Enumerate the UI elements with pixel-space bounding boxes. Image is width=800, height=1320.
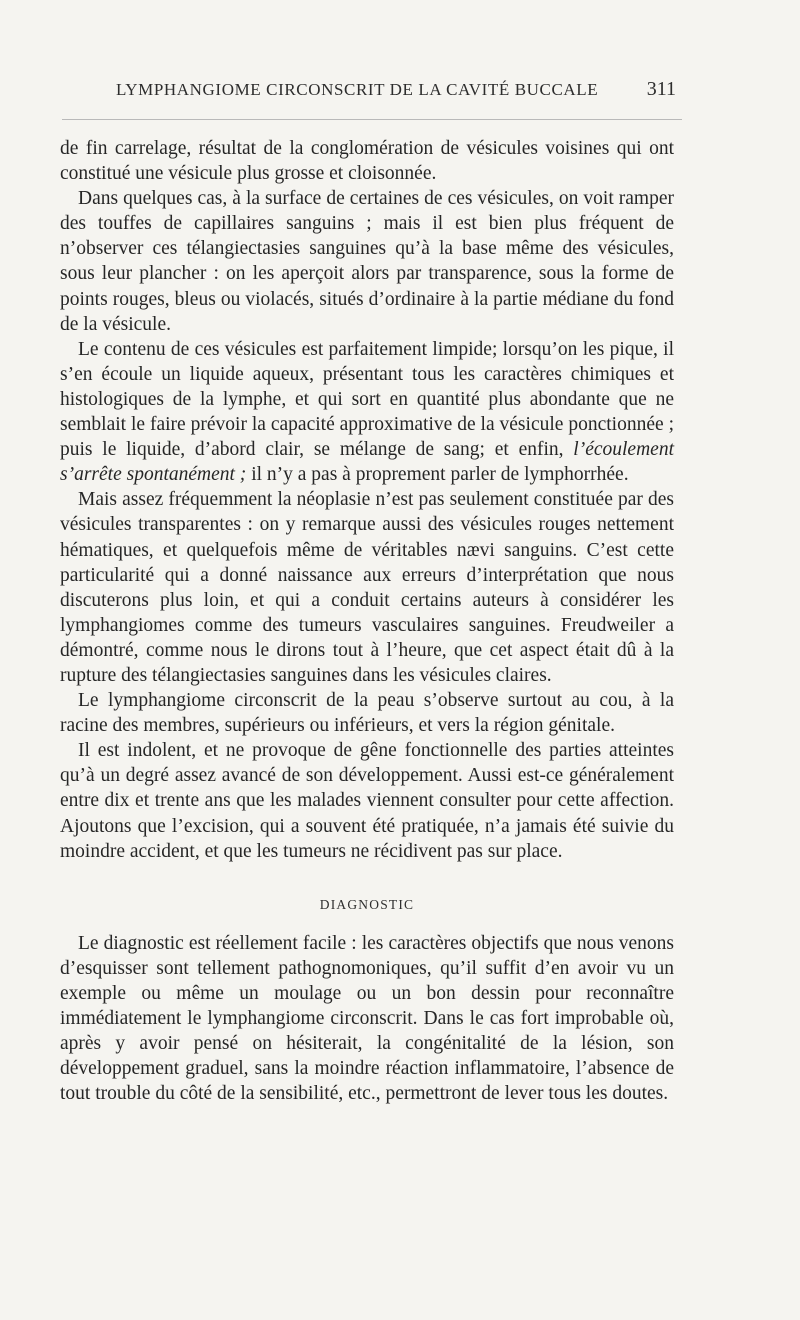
paragraph-1: de fin carrelage, résultat de la conglomération de vésicules voisines qui ont constitué une vésicule plus grosse et cloisonnée.	[60, 138, 674, 185]
paragraph-3-italic: l’écoulement s’arrête spontanément ;	[60, 439, 674, 486]
paragraph-4: Mais assez fréquemment la néoplasie n’est pas seulement constituée par des vésicules transparentes : on y remarque aussi des vésicules rouges nettement hématiques, et quelquefois même de véritables nævi sanguins. C’est cette particularité qui a donné naissance aux erreurs d’interprétation que nous discuterons plus loin, et qui a conduit certains auteurs à considérer les lymphangiomes comme des tumeurs vasculaires sanguines. Freudweiler a démontré, comme nous le dirons tout à l’heure, que cet aspect était dû à la rupture des télangiectasies sanguines dans les vésicules claires.	[60, 489, 674, 686]
section-title: DIAGNOSTIC	[319, 896, 415, 912]
page-number: 311	[646, 78, 676, 100]
paragraph-2: Dans quelques cas, à la surface de certaines de ces vésicules, on voit ramper des touffes de capillaires sanguins ; mais il est bien plus fréquent de n’observer ces télangiectasies sanguines qu’à la base même des vésicules, sous leur plancher : on les aperçoit alors par transparence, sous la forme de points rouges, bleus ou violacés, situés d’ordinaire à la partie médiane du fond de la vésicule.	[60, 188, 674, 335]
paragraph-3-text-start: Le contenu de ces vésicules est parfaitement limpide; lorsqu’on les pique, il s’en écoule un liquide aqueux, présentant tous les caractères chimiques et histologiques de la lymphe, et qui sort en quantité plus abondante que ne semblait le faire prévoir la capacité approximative de la vésicule ponctionnée ; puis le liquide, d’abord clair, se mélange de sang; et enfin,	[60, 338, 674, 461]
paragraph-3	[60, 337, 674, 488]
paragraph-5: Le lymphangiome circonscrit de la peau s’observe surtout au cou, à la racine des membres, supérieurs ou inférieurs, et vers la région génitale.	[60, 690, 674, 737]
page-header	[116, 78, 676, 110]
header-rule	[62, 119, 682, 120]
paragraph-6: Il est indolent, et ne provoque de gêne fonctionnelle des parties atteintes qu’à un degré assez avancé de son développement. Aussi est-ce généralement entre dix et trente ans que les malades viennent consulter pour cette affection. Ajoutons que l’excision, qui a souvent été pratiquée, n’a jamais été suivie du moindre accident, et que les tumeurs ne récidivent pas sur place.	[60, 740, 674, 862]
paragraph-3-text-end: il n’y a pas à proprement parler de lymphorrhée.	[251, 464, 629, 486]
main-text	[60, 136, 674, 1106]
paragraph-7: Le diagnostic est réellement facile : les caractères objectifs que nous venons d’esquisser sont tellement pathognomoniques, qu’il suffit d’en avoir vu un exemple ou même un moulage ou un bon dessin pour reconnaître immédiatement le lymphangiome circonscrit. Dans le cas fort improbable où, après y avoir pensé on hésiterait, la congénitalité de la lésion, son développement graduel, sans la moindre réaction inflammatoire, l’absence de tout trouble du côté de la sensibilité, etc., permettront de lever tous les doutes.	[60, 932, 674, 1105]
running-head: LYMPHANGIOME CIRCONSCRIT DE LA CAVITÉ BUCCALE	[116, 80, 599, 99]
